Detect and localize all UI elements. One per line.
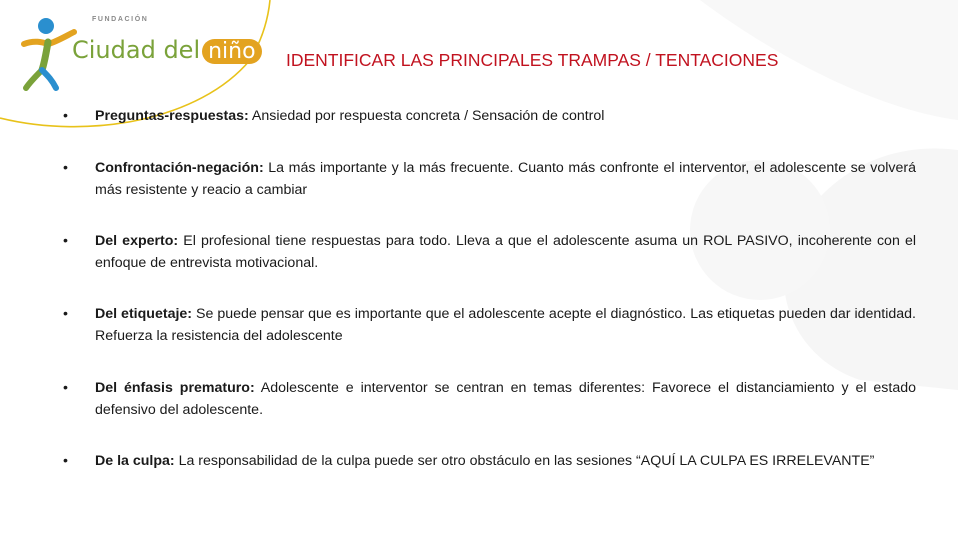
- list-item: [63, 231, 916, 274]
- item-term: Preguntas-respuestas:: [95, 108, 249, 124]
- foundation-logo: [18, 14, 256, 94]
- list-item: [63, 304, 916, 347]
- bullet-marker: •: [63, 453, 68, 469]
- child-figure-icon: [18, 14, 78, 94]
- logo-small-text: FUNDACIÓN: [92, 16, 149, 23]
- list-item: [63, 158, 916, 201]
- item-description: La responsabilidad de la culpa puede ser otro obstáculo en las sesiones “AQUÍ LA CULPA ES IRRELEVANTE”: [174, 453, 875, 469]
- bullet-marker: •: [63, 233, 68, 249]
- item-description: Adolescente e interventor se centran en temas diferentes: Favorece el distanciamiento y el estado defensivo del adolescente.: [95, 380, 916, 418]
- item-description: Se puede pensar que es importante que el adolescente acepte el diagnóstico. Las etiquetas pueden dar identidad. Refuerza la resistencia del adolescente: [95, 306, 916, 344]
- logo-wordmark: [72, 36, 262, 64]
- list-item: [63, 378, 916, 421]
- bullet-marker: •: [63, 160, 68, 176]
- item-term: Del experto:: [95, 233, 179, 249]
- item-term: Confrontación-negación:: [95, 160, 264, 176]
- list-item: [63, 451, 916, 473]
- item-description: Ansiedad por respuesta concreta / Sensación de control: [248, 108, 605, 124]
- logo-name-part1: Ciudad del: [72, 36, 201, 64]
- bullet-marker: •: [63, 108, 68, 124]
- item-term: Del énfasis prematuro:: [95, 380, 255, 396]
- logo-name-part2: niño: [202, 39, 261, 64]
- list-item: [63, 106, 916, 128]
- slide-title: IDENTIFICAR LAS PRINCIPALES TRAMPAS / TENTACIONES: [286, 50, 779, 70]
- item-description: La más importante y la más frecuente. Cuanto más confronte el interventor, el adolescente se volverá más resistente y reacio a cambiar: [95, 160, 916, 198]
- item-term: De la culpa:: [95, 453, 175, 469]
- item-description: El profesional tiene respuestas para todo. Lleva a que el adolescente asuma un ROL PASIVO, incoherente con el enfoque de entrevista motivacional.: [95, 233, 916, 271]
- bullet-marker: •: [63, 380, 68, 396]
- bullet-marker: •: [63, 306, 68, 322]
- item-term: Del etiquetaje:: [95, 306, 193, 322]
